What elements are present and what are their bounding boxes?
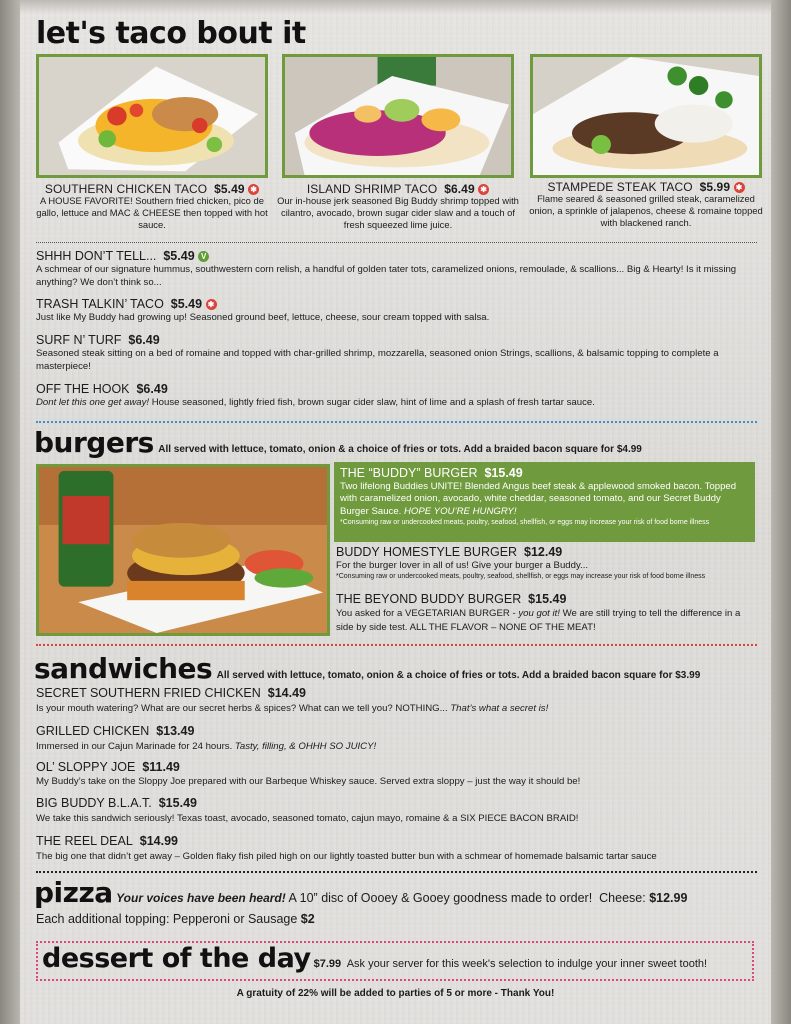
dessert-row	[42, 943, 707, 974]
section-divider-red	[36, 644, 757, 646]
wood-texture-top	[0, 0, 791, 14]
burgers-header	[34, 426, 642, 459]
item-desc-2: We are still trying to tell the difference in a side by side test. ALL THE FLAVOR – NONE OF THE MEAT!	[336, 608, 741, 633]
item-price: $6.49	[136, 382, 168, 396]
stampede-steak-taco-price: $5.99	[699, 180, 731, 194]
taco-divider	[36, 242, 757, 243]
spicy-icon: ✱	[478, 184, 489, 195]
sandwiches-heading: sandwiches	[34, 652, 213, 685]
menu-item-beyond-buddy-burger	[336, 592, 756, 635]
dessert-box	[36, 941, 754, 981]
dessert-heading: dessert of the day	[42, 943, 311, 974]
item-name: GRILLED CHICKEN	[36, 724, 150, 738]
menu-item-secret-southern-fried-chicken	[36, 686, 755, 717]
menu-item-buddy-homestyle-burger	[336, 545, 756, 582]
item-name: BUDDY HOMESTYLE BURGER	[336, 545, 518, 559]
item-desc: Seasoned steak sitting on a bed of romaine and topped with char-grilled shrimp, mozzarella, seasoned onion Strings, scallions, & balsamic topping to complete a masterpiece!	[36, 348, 719, 372]
item-name: THE “BUDDY” BURGER	[340, 466, 478, 480]
gratuity-notice: A gratuity of 22% will be added to parties of 5 or more - Thank You!	[236, 988, 555, 999]
pizza-cheese-label: Cheese:	[599, 891, 646, 905]
item-price: $14.49	[267, 686, 306, 700]
sandwiches-subtitle: All served with lettuce, tomato, onion & a choice of fries or tots. Add a braided bacon square for $3.99	[216, 670, 701, 681]
item-desc: We take this sandwich seriously! Texas toast, avocado, seasoned tomato, cajun mayo, romaine & a SIX PIECE BACON BRAID!	[36, 813, 579, 824]
island-shrimp-taco-desc: Our in-house jerk seasoned Big Buddy shrimp topped with cilantro, avocado, brown sugar cider slaw and a touch of fresh squeezed lime juice.	[277, 195, 519, 231]
pizza-desc: A 10” disc of Oooey & Gooey goodness made to order!	[285, 891, 593, 905]
menu-item-grilled-chicken	[36, 724, 755, 755]
food-safety-note: *Consuming raw or undercooked meats, poultry, seafood, shellfish, or eggs may increase your risk of food borne illness	[340, 518, 710, 526]
sandwiches-header	[34, 652, 700, 685]
island-shrimp-taco-name: ISLAND SHRIMP TACO	[306, 182, 438, 196]
item-desc: Two lifelong Buddies UNITE! Blended Angus beef steak & applewood smoked bacon. Topped with caramelized onion, avocado, white cheddar, seasoned tomato, and our Secret Buddy Burger Sauce.	[340, 481, 737, 517]
item-name: THE REEL DEAL	[36, 834, 133, 848]
wood-edge-left	[0, 0, 20, 1024]
item-price: $15.49	[484, 466, 523, 480]
menu-item-ol-sloppy-joe	[36, 760, 755, 789]
stampede-steak-taco-name: STAMPEDE STEAK TACO	[547, 180, 693, 194]
item-price: $6.49	[128, 333, 160, 347]
southern-chicken-taco-desc: A HOUSE FAVORITE! Southern fried chicken, pico de gallo, lettuce and MAC & CHEESE then topped with hot sauce.	[36, 195, 268, 231]
food-safety-note: *Consuming raw or undercooked meats, poultry, seafood, shellfish, or eggs may increase your risk of food borne illness	[336, 573, 706, 580]
burgers-heading: burgers	[34, 426, 154, 459]
stampede-steak-taco-caption	[524, 181, 768, 229]
item-name: SURF N’ TURF	[36, 333, 122, 347]
item-desc: For the burger lover in all of us! Give your burger a Buddy...	[336, 560, 589, 571]
southern-chicken-taco-photo	[36, 54, 268, 178]
item-desc: Is your mouth watering? What are our secret herbs & spices? What can we tell you? NOTHING...	[36, 703, 451, 714]
menu-item-surf-n-turf	[36, 333, 755, 373]
menu-item-shhh-dont-tell	[36, 249, 755, 289]
item-price: $12.49	[524, 545, 563, 559]
item-desc: The big one that didn’t get away – Golden flaky fish piled high on our lightly toasted butter bun with a schmear of homemade balsamic tartar sauce	[36, 851, 657, 862]
menu-item-the-reel-deal	[36, 834, 755, 865]
burgers-subtitle: All served with lettuce, tomato, onion & a choice of fries or tots. Add a braided bacon square for $4.99	[158, 444, 642, 455]
pizza-cheese-price: $12.99	[649, 891, 688, 905]
item-desc: Immersed in our Cajun Marinade for 24 hours.	[36, 741, 235, 752]
dessert-desc: Ask your server for this week's selection to indulge your inner sweet tooth!	[346, 958, 708, 970]
item-price: $5.49	[163, 249, 195, 263]
item-name: OFF THE HOOK	[36, 382, 130, 396]
item-name: THE BEYOND BUDDY BURGER	[336, 592, 522, 606]
dessert-price: $7.99	[313, 958, 342, 970]
item-desc: Just like My Buddy had growing up! Seasoned ground beef, lettuce, cheese, sour cream topped with salsa.	[36, 312, 490, 323]
item-desc-italic: you got it!	[518, 608, 560, 619]
item-price: $15.49	[158, 796, 197, 810]
item-name: SECRET SOUTHERN FRIED CHICKEN	[36, 686, 261, 700]
island-shrimp-taco-price: $6.49	[444, 182, 475, 196]
item-desc: My Buddy’s take on the Sloppy Joe prepared with our Barbeque Whiskey sauce. Served extra sloppy – just the way it should be!	[36, 776, 581, 787]
item-desc: You asked for a VEGETARIAN BURGER -	[336, 608, 519, 619]
southern-chicken-taco-name: SOUTHERN CHICKEN TACO	[44, 182, 208, 196]
spicy-icon: ✱	[206, 299, 217, 310]
section-divider-black	[36, 871, 757, 873]
item-desc-italic: Dont let this one get away!	[36, 397, 150, 408]
item-name: BIG BUDDY B.L.A.T.	[36, 796, 152, 810]
item-price: $15.49	[528, 592, 567, 606]
menu-item-trash-talkin-taco	[36, 297, 755, 325]
wood-edge-right	[771, 0, 791, 1024]
pizza-header	[34, 876, 687, 909]
item-desc-italic: Tasty, filling, & OHHH SO JUICY!	[234, 741, 377, 752]
item-price: $5.49	[170, 297, 203, 311]
item-desc: A schmear of our signature hummus, southwestern corn relish, a handful of golden tater tots, caramelized onions, remoulade, & scallions... Big & Hearty! Is it missing anything? We don’t think so...	[36, 264, 737, 288]
item-name: TRASH TALKIN’ TACO	[36, 297, 164, 311]
tacos-heading: let's taco bout it	[36, 16, 306, 51]
item-price: $14.99	[139, 834, 178, 848]
menu-item-big-buddy-blat	[36, 796, 755, 827]
pizza-topping-text: Each additional topping: Pepperoni or Sausage	[36, 912, 298, 926]
southern-chicken-taco-caption	[30, 183, 274, 231]
spicy-icon: ✱	[248, 184, 259, 195]
item-name: SHHH DON’T TELL...	[36, 249, 157, 263]
stampede-steak-taco-desc: Flame seared & seasoned grilled steak, caramelized onion, a sprinkle of jalapenos, cheese & romaine topped with blackened ranch.	[529, 193, 763, 229]
spicy-icon: ✱	[734, 182, 745, 193]
burger-photo	[36, 464, 330, 636]
pizza-tagline: Your voices have been heard!	[116, 891, 286, 905]
item-desc-italic: That’s what a secret is!	[450, 703, 549, 714]
stampede-steak-taco-photo	[530, 54, 762, 178]
southern-chicken-taco-price: $5.49	[214, 182, 245, 196]
vegetarian-icon: V	[198, 251, 209, 262]
item-desc-italic: HOPE YOU’RE HUNGRY!	[404, 505, 517, 517]
pizza-heading: pizza	[34, 876, 113, 909]
pizza-topping-price: $2	[300, 912, 315, 926]
item-price: $13.49	[156, 724, 195, 738]
pizza-toppings	[36, 912, 315, 926]
buddy-burger-featured	[334, 462, 755, 542]
item-desc: House seasoned, lightly fried fish, brown sugar cider slaw, hint of lime and a splash of fresh tartar sauce.	[149, 397, 595, 408]
island-shrimp-taco-photo	[282, 54, 514, 178]
item-price: $11.49	[142, 760, 180, 774]
menu-item-off-the-hook	[36, 382, 755, 410]
item-name: OL’ SLOPPY JOE	[36, 760, 136, 774]
island-shrimp-taco-caption	[276, 183, 520, 231]
section-divider-blue	[36, 421, 757, 423]
